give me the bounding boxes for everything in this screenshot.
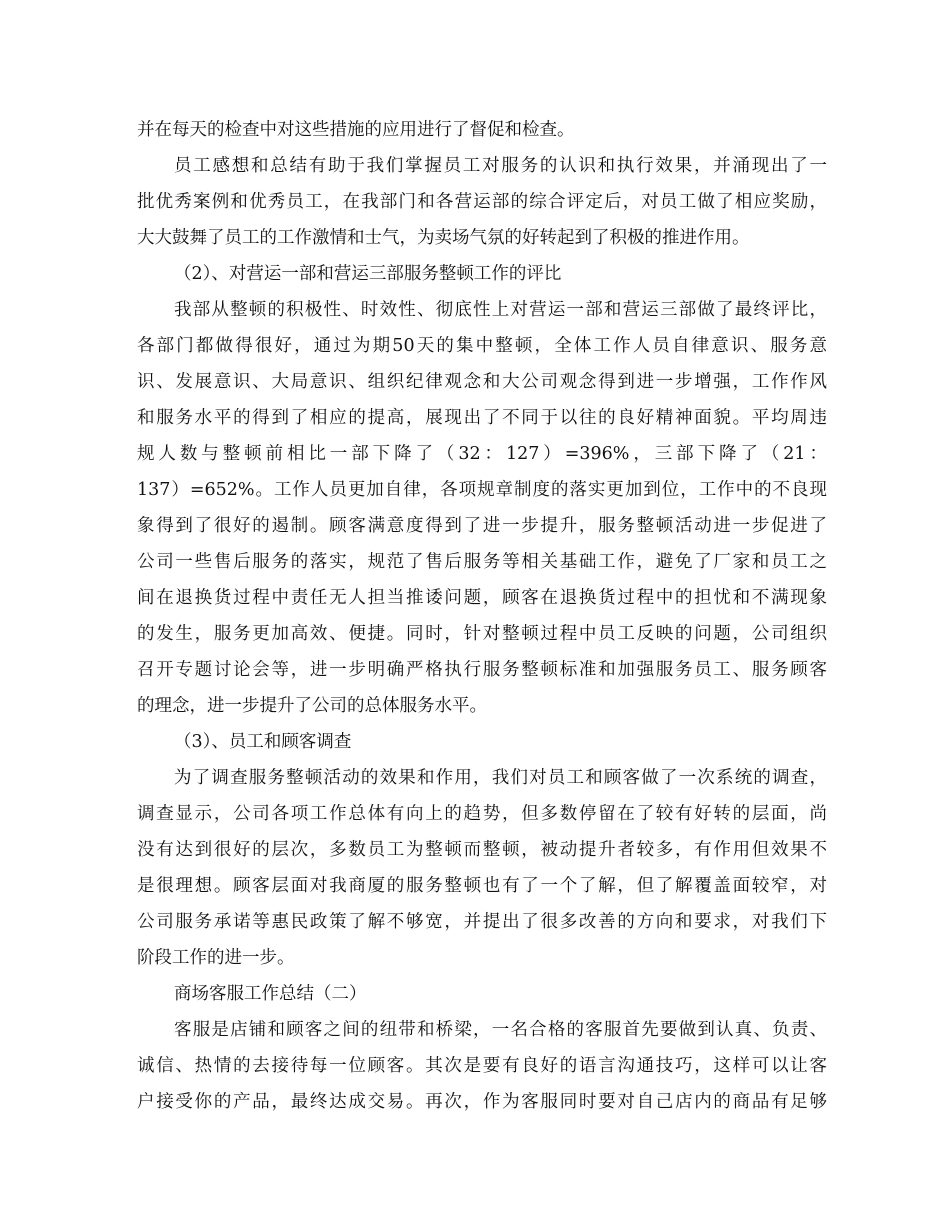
text-line: 批优秀案例和优秀员工，在我部门和各营运部的综合评定后，对员工做了相应奖励， [137, 192, 827, 212]
text-line: 公司一些售后服务的落实，规范了售后服务等相关基础工作，避免了厂家和员工之 [137, 552, 827, 572]
text-line: 的理念，进一步提升了公司的总体服务水平。 [137, 696, 487, 716]
section-heading: （3）、员工和顾客调查 [174, 732, 352, 752]
text-line: 识、发展意识、大局意识、组织纪律观念和大公司观念得到进一步增强，工作作风 [137, 372, 827, 392]
text-line: 员工感想和总结有助于我们掌握员工对服务的认识和执行效果，并涌现出了一 [174, 156, 827, 176]
section-heading: （2）、对营运一部和营运三部服务整顿工作的评比 [174, 264, 562, 284]
text-line: 各部门都做得很好，通过为期50天的集中整顿，全体工作人员自律意识、服务意 [137, 336, 827, 356]
text-line: 的发生，服务更加高效、便捷。同时，针对整顿过程中员工反映的问题，公司组织 [137, 624, 827, 644]
text-line: 是很理想。顾客层面对我商厦的服务整顿也有了一个了解，但了解覆盖面较窄，对 [137, 876, 827, 896]
text-line: 象得到了很好的遏制。顾客满意度得到了进一步提升，服务整顿活动进一步促进了 [137, 516, 827, 536]
text-line: 间在退换货过程中责任无人担当推诿问题，顾客在退换货过程中的担忧和不满现象 [137, 588, 827, 608]
text-line: 户接受你的产品，最终达成交易。再次，作为客服同时要对自己店内的商品有足够 [137, 1092, 827, 1112]
text-line: 诚信、热情的去接待每一位顾客。其次是要有良好的语言沟通技巧，这样可以让客 [137, 1056, 827, 1076]
text-line: 为了调查服务整顿活动的效果和作用，我们对员工和顾客做了一次系统的调查， [174, 768, 827, 788]
text-line: 我部从整顿的积极性、时效性、彻底性上对营运一部和营运三部做了最终评比， [174, 300, 827, 320]
text-line: 公司服务承诺等惠民政策了解不够宽，并提出了很多改善的方向和要求，对我们下 [137, 912, 827, 932]
text-line: 和服务水平的得到了相应的提高，展现出了不同于以往的良好精神面貌。平均周违 [137, 408, 827, 428]
text-line: 规人数与整顿前相比一部下降了（32：127）=396%，三部下降了（21： [137, 444, 827, 464]
text-line: 137）=652%。工作人员更加自律，各项规章制度的落实更加到位，工作中的不良现 [137, 480, 827, 500]
text-line: 并在每天的检查中对这些措施的应用进行了督促和检查。 [137, 120, 575, 140]
text-line: 阶段工作的进一步。 [137, 948, 295, 968]
text-line: 调查显示，公司各项工作总体有向上的趋势，但多数停留在了较有好转的层面，尚 [137, 804, 827, 824]
text-line: 客服是店铺和顾客之间的纽带和桥梁，一名合格的客服首先要做到认真、负责、 [174, 1020, 827, 1040]
text-line: 召开专题讨论会等，进一步明确严格执行服务整顿标准和加强服务员工、服务顾客 [137, 660, 827, 680]
text-line: 大大鼓舞了员工的工作激情和士气，为卖场气氛的好转起到了积极的推进作用。 [137, 228, 750, 248]
section-heading: 商场客服工作总结（二） [174, 984, 367, 1004]
text-line: 没有达到很好的层次，多数员工为整顿而整顿，被动提升者较多，有作用但效果不 [137, 840, 827, 860]
